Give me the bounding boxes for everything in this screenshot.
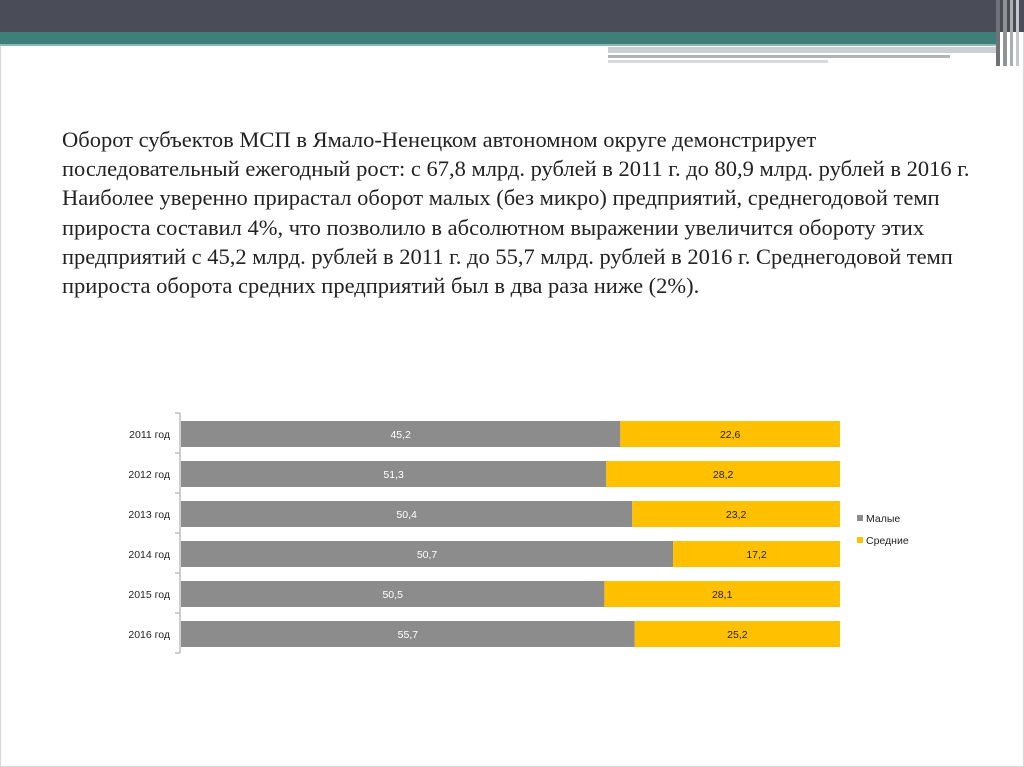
legend-swatch: [857, 515, 863, 521]
y-tick-label: 2011 год: [129, 429, 170, 441]
legend-label: Средние: [866, 535, 909, 547]
data-label: 50,5: [382, 589, 403, 601]
y-tick-label: 2016 год: [128, 629, 170, 641]
data-label: 28,1: [711, 589, 733, 601]
data-label: 45,2: [390, 429, 411, 441]
data-label: 25,2: [727, 629, 748, 641]
body-paragraph: Оборот субъектов МСП в Ямало-Ненецком автономном округе демонстрирует последовательный ежегодный рост: с 67,8 млрд. рублей в 2011 г. до 80,9 млрд. рублей в 2016 г. Наиболее уверенно прирастал оборот малых (без микро) предприятий, среднегодовой темп прироста составил 4%, что позволило в абсолютном выражении увеличится обороту этих предприятий с 45,2 млрд. рублей в 2011 г. до 55,7 млрд. рублей в 2016 г. Среднегодовой темп прироста оборота средних предприятий был в два раза ниже (2%).: [62, 127, 970, 299]
data-label: 22,6: [719, 429, 741, 441]
y-tick-label: 2015 год: [128, 589, 170, 601]
y-tick-label: 2012 год: [128, 469, 170, 481]
data-label: 55,7: [397, 629, 419, 641]
data-label: 51,3: [383, 469, 404, 481]
legend-label: Малые: [866, 513, 901, 525]
y-tick-label: 2013 год: [128, 509, 170, 521]
data-label: 50,4: [396, 509, 417, 521]
data-label: 17,2: [746, 549, 767, 561]
data-label: 50,7: [416, 549, 438, 561]
legend-swatch: [857, 537, 863, 543]
data-label: 28,2: [712, 469, 734, 481]
y-tick-label: 2014 год: [128, 549, 170, 561]
data-label: 23,2: [725, 509, 747, 521]
